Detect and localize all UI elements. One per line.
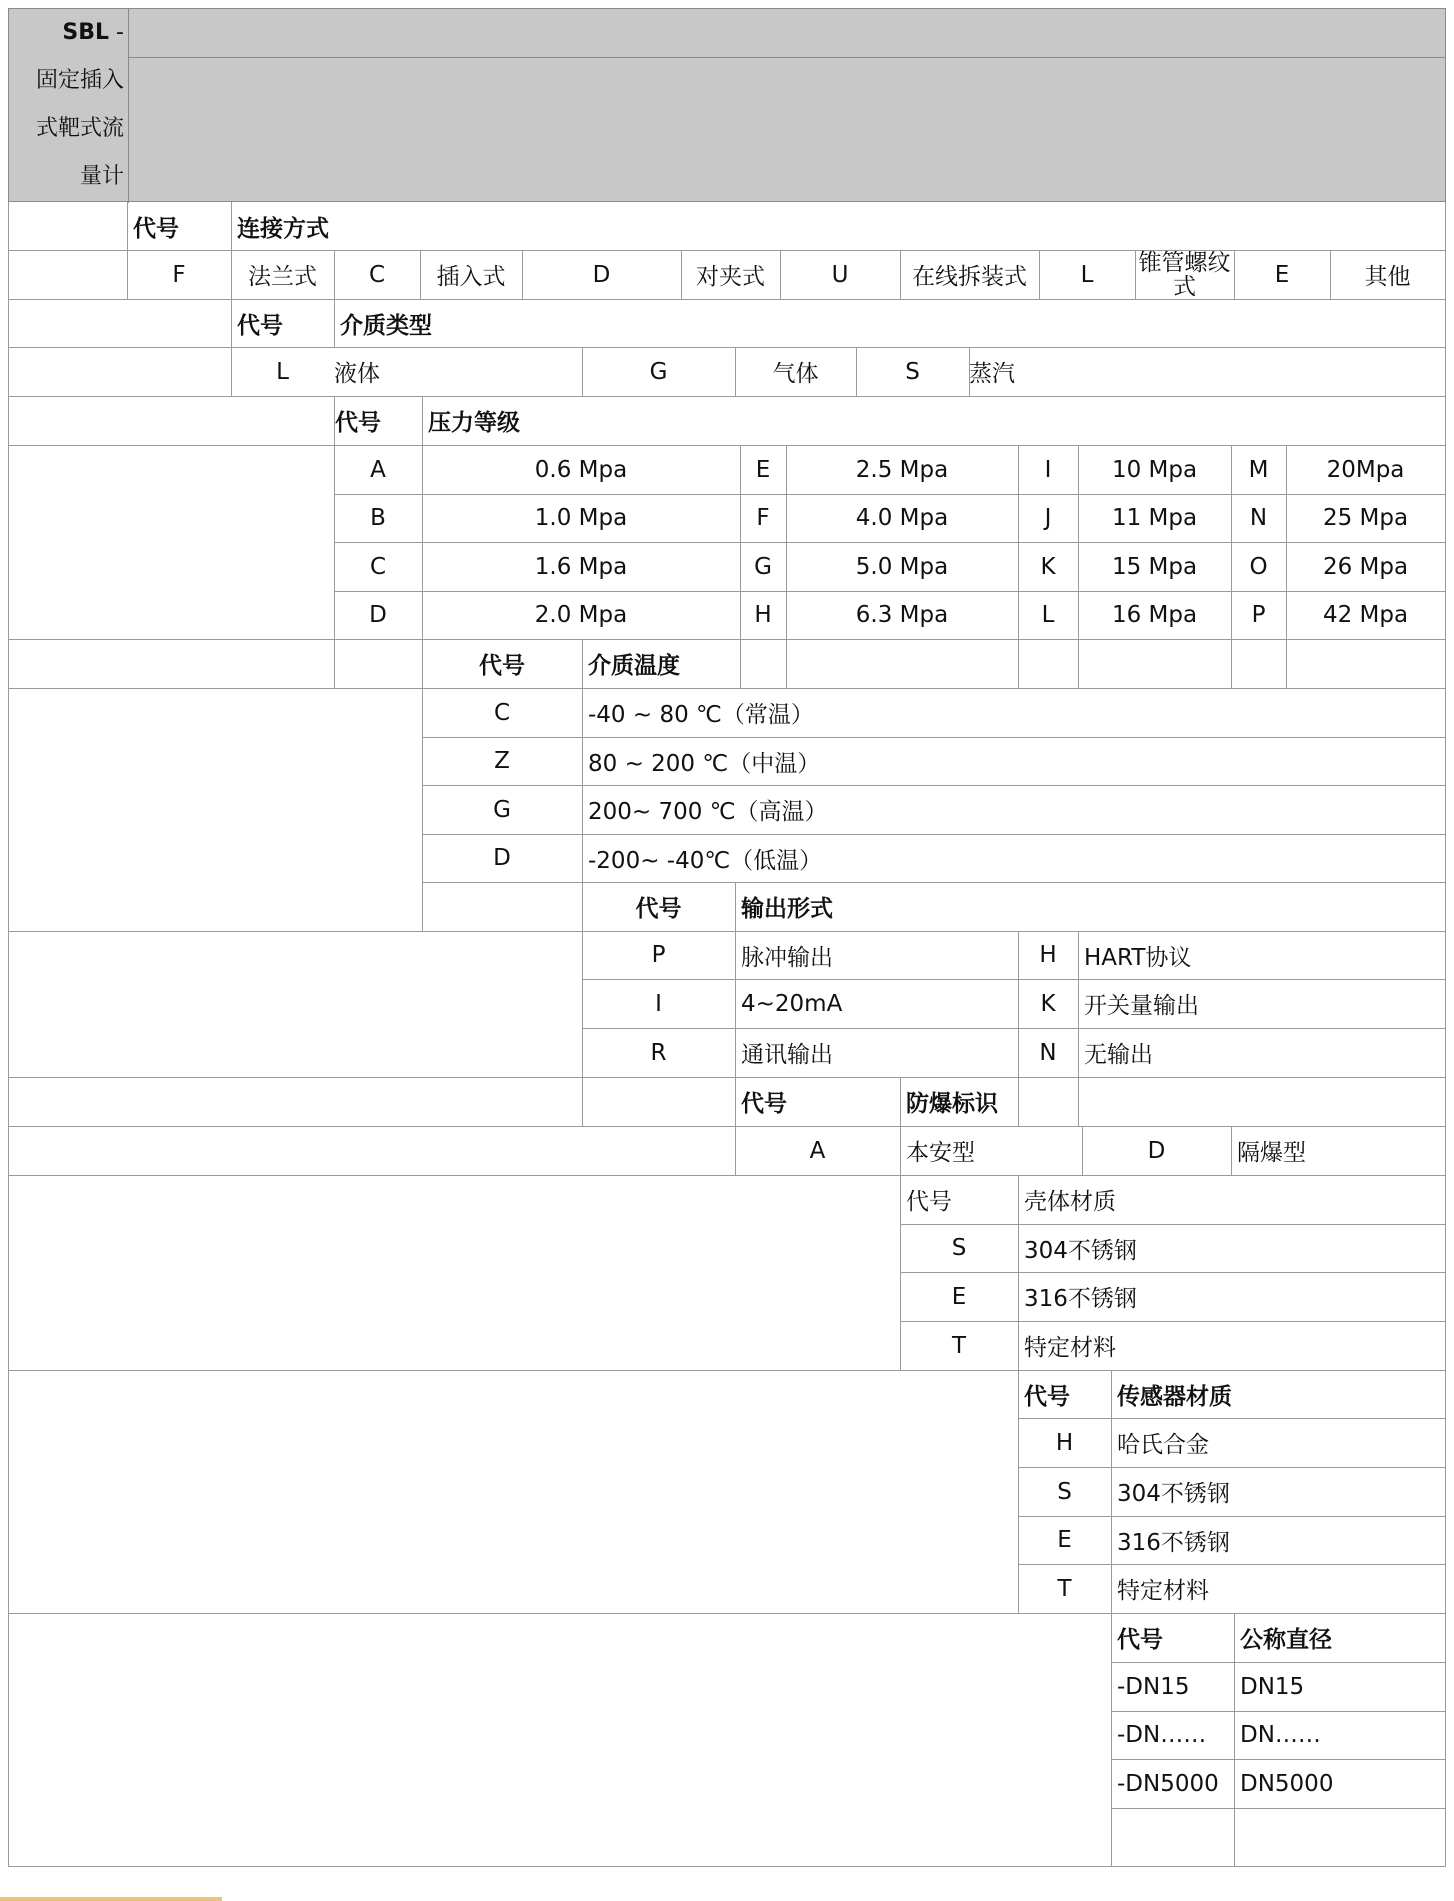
pressure-value: 15 Mpa xyxy=(1111,553,1198,580)
pressure-value: 5.0 Mpa xyxy=(855,553,949,580)
sensor-code: E xyxy=(1057,1527,1072,1553)
pressure-code: L xyxy=(1041,602,1055,628)
pressure-value: 26 Mpa xyxy=(1322,553,1409,580)
pressure-code: I xyxy=(1044,456,1052,483)
pressure-value: 0.6 Mpa xyxy=(534,456,628,483)
medium-name-s: 蒸汽 xyxy=(969,361,1015,387)
connection-name-u: 在线拆装式 xyxy=(912,264,1027,290)
temperature-code: Z xyxy=(494,748,510,774)
output-value: HART协议 xyxy=(1084,944,1192,971)
connection-code-f: F xyxy=(172,261,186,288)
connection-code-label: 代号 xyxy=(133,215,179,242)
explosion-value: 隔爆型 xyxy=(1237,1140,1306,1166)
connection-code-d: D xyxy=(592,261,611,288)
explosion-title: 防爆标识 xyxy=(906,1091,998,1117)
pressure-code: O xyxy=(1249,553,1268,580)
temperature-value: 200~ 700 ℃（高温） xyxy=(588,799,828,825)
pressure-value: 6.3 Mpa xyxy=(855,602,949,628)
pressure-code: J xyxy=(1044,505,1052,531)
medium-name-l: 液体 xyxy=(334,361,380,387)
housing-code: S xyxy=(951,1235,967,1261)
explosion-code: D xyxy=(1147,1137,1166,1164)
medium-code-g: G xyxy=(649,358,668,385)
diameter-code: -DN…… xyxy=(1117,1722,1207,1748)
output-code: N xyxy=(1039,1039,1057,1066)
bottom-accent-bar xyxy=(0,1897,222,1901)
output-value: 开关量输出 xyxy=(1084,993,1199,1019)
diameter-code: -DN15 xyxy=(1117,1673,1190,1700)
sensor-value: 304不锈钢 xyxy=(1117,1481,1230,1507)
sensor-code: S xyxy=(1057,1478,1072,1505)
diameter-code: -DN5000 xyxy=(1117,1770,1219,1797)
sensor-code: T xyxy=(1057,1575,1072,1602)
pressure-code: D xyxy=(369,602,387,628)
connection-name-d: 对夹式 xyxy=(696,264,765,290)
housing-value: 304不锈钢 xyxy=(1024,1237,1137,1264)
medium-title: 介质类型 xyxy=(340,312,432,339)
pressure-code: H xyxy=(754,602,772,628)
medium-code-s: S xyxy=(905,358,920,385)
output-code: R xyxy=(650,1039,667,1066)
diameter-value: DN…… xyxy=(1240,1722,1321,1748)
output-title: 输出形式 xyxy=(741,896,833,922)
pressure-code: F xyxy=(756,505,770,531)
table-header xyxy=(8,8,1446,202)
explosion-code-label: 代号 xyxy=(741,1091,787,1117)
connection-name-c: 插入式 xyxy=(436,264,506,290)
housing-code-label: 代号 xyxy=(906,1189,952,1215)
pressure-value: 2.5 Mpa xyxy=(855,456,949,483)
diameter-code-label: 代号 xyxy=(1117,1627,1163,1653)
housing-title: 壳体材质 xyxy=(1024,1189,1116,1215)
output-value: 无输出 xyxy=(1084,1042,1153,1068)
pressure-code: N xyxy=(1249,505,1268,531)
diameter-value: DN15 xyxy=(1240,1673,1305,1700)
housing-code: T xyxy=(951,1332,967,1359)
output-code: P xyxy=(651,942,666,968)
pressure-code: A xyxy=(370,456,386,483)
diameter-value: DN5000 xyxy=(1240,1770,1334,1797)
output-value: 通讯输出 xyxy=(741,1042,833,1068)
pressure-title: 压力等级 xyxy=(428,410,520,436)
temperature-value: 80 ~ 200 ℃（中温） xyxy=(588,750,821,777)
pressure-code: E xyxy=(755,456,771,483)
output-code-label: 代号 xyxy=(635,896,682,922)
connection-code-e: E xyxy=(1274,261,1290,288)
explosion-value: 本安型 xyxy=(906,1140,975,1166)
connection-code-u: U xyxy=(831,261,849,288)
diameter-title: 公称直径 xyxy=(1240,1627,1332,1653)
sensor-value: 哈氏合金 xyxy=(1117,1432,1209,1458)
output-value: 脉冲输出 xyxy=(741,944,833,971)
housing-code: E xyxy=(951,1283,967,1310)
connection-code-l: L xyxy=(1080,261,1094,288)
pressure-value: 16 Mpa xyxy=(1111,602,1198,628)
pressure-value: 25 Mpa xyxy=(1322,505,1409,531)
connection-title: 连接方式 xyxy=(237,215,329,242)
pressure-code: B xyxy=(370,505,386,531)
pressure-code: G xyxy=(754,553,772,580)
sensor-code-label: 代号 xyxy=(1024,1383,1070,1410)
medium-code-label: 代号 xyxy=(237,312,283,339)
pressure-value: 20Mpa xyxy=(1326,456,1405,483)
selection-table xyxy=(8,8,1446,1867)
pressure-value: 10 Mpa xyxy=(1111,456,1198,483)
medium-name-g: 气体 xyxy=(772,361,819,387)
temperature-title: 介质温度 xyxy=(588,653,680,679)
pressure-value: 11 Mpa xyxy=(1111,505,1198,531)
pressure-code: K xyxy=(1040,553,1056,580)
pressure-code-label: 代号 xyxy=(335,410,381,436)
temperature-code-label: 代号 xyxy=(479,653,525,679)
temperature-value: -200~ -40℃（低温） xyxy=(588,847,823,874)
pressure-value: 2.0 Mpa xyxy=(534,602,628,628)
output-code: H xyxy=(1039,942,1057,968)
output-value: 4~20mA xyxy=(741,990,843,1017)
housing-value: 316不锈钢 xyxy=(1024,1286,1137,1312)
temperature-code: D xyxy=(493,845,511,871)
sensor-title: 传感器材质 xyxy=(1117,1383,1232,1410)
pressure-code: C xyxy=(369,553,387,580)
output-code: K xyxy=(1040,990,1056,1017)
sensor-code: H xyxy=(1055,1429,1074,1456)
pressure-value: 1.6 Mpa xyxy=(534,553,628,580)
medium-code-l: L xyxy=(276,358,289,385)
product-name: 固定插入 式靶式流 量计 xyxy=(35,68,124,189)
temperature-code: C xyxy=(493,699,511,726)
pressure-value: 4.0 Mpa xyxy=(855,505,949,531)
housing-value: 特定材料 xyxy=(1024,1335,1116,1361)
model-code: SBL - xyxy=(62,20,124,45)
pressure-value: 1.0 Mpa xyxy=(534,505,628,531)
sensor-value: 316不锈钢 xyxy=(1117,1529,1230,1556)
pressure-value: 42 Mpa xyxy=(1322,602,1409,628)
temperature-value: -40 ~ 80 ℃（常温） xyxy=(588,702,814,728)
explosion-code: A xyxy=(809,1137,826,1164)
connection-name-l: 锥管螺纹 式 xyxy=(1138,249,1231,300)
connection-name-e: 其他 xyxy=(1364,264,1411,290)
output-code: I xyxy=(655,990,662,1017)
connection-name-f: 法兰式 xyxy=(248,264,317,290)
temperature-code: G xyxy=(493,796,511,823)
connection-code-c: C xyxy=(368,261,386,288)
sensor-value: 特定材料 xyxy=(1117,1578,1209,1604)
pressure-code: M xyxy=(1248,456,1269,483)
pressure-code: P xyxy=(1251,602,1266,628)
